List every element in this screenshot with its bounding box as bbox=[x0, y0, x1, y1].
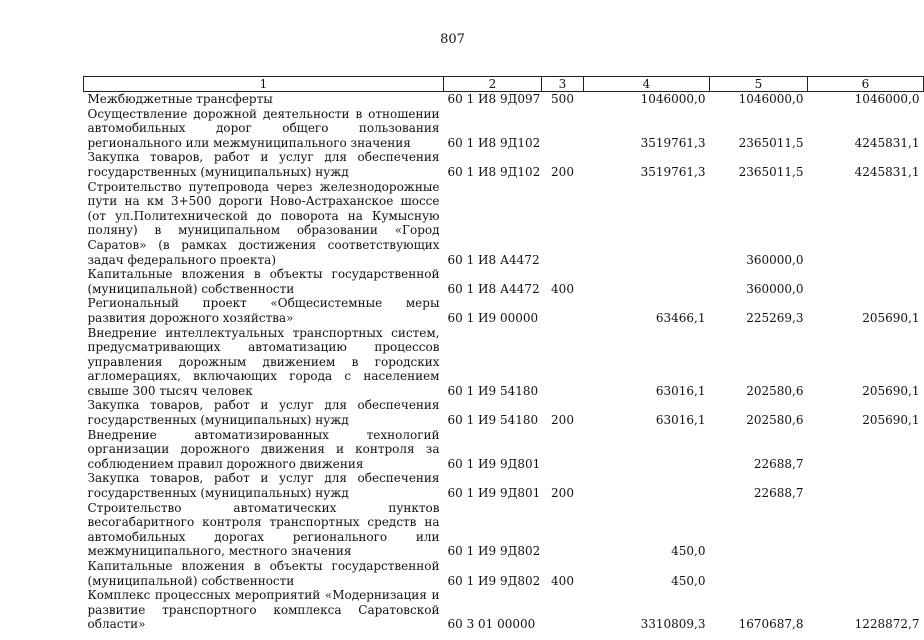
row-year-2: 22688,7 bbox=[753, 456, 804, 471]
row-year-2 bbox=[710, 559, 808, 588]
row-vr bbox=[542, 428, 584, 472]
table-row bbox=[84, 267, 924, 296]
row-year-3 bbox=[808, 180, 924, 268]
row-year-2: 22688,7 bbox=[753, 486, 804, 501]
row-year-1: 3519761,3 bbox=[640, 164, 706, 179]
row-code: 60 1 И9 54180 bbox=[447, 413, 539, 428]
row-vr bbox=[542, 501, 584, 559]
header-row bbox=[84, 77, 924, 92]
header-col-2: 2 bbox=[444, 77, 542, 92]
row-code: 60 3 01 00000 bbox=[447, 617, 536, 632]
table-row bbox=[84, 180, 924, 268]
row-code: 60 1 И9 54180 bbox=[447, 383, 539, 398]
row-year-3: 1228872,7 bbox=[854, 617, 920, 632]
page-number: 807 bbox=[440, 32, 465, 47]
row-year-3 bbox=[808, 428, 924, 472]
row-year-1: 450,0 bbox=[671, 544, 706, 559]
row-code: 60 1 И9 9Д801 bbox=[447, 456, 541, 471]
row-year-3 bbox=[808, 267, 924, 296]
table-row bbox=[84, 92, 924, 107]
table-row bbox=[84, 107, 924, 151]
row-code: 60 1 И9 9Д802 bbox=[447, 573, 541, 588]
table-row bbox=[84, 398, 924, 427]
row-name: Осуществление дорожной деятельности в отношении автомобильных дорог общего пользования регионального или межмуниципального значения bbox=[87, 106, 440, 150]
row-vr: 400 bbox=[551, 573, 574, 588]
row-year-2 bbox=[710, 501, 808, 559]
row-year-2: 202580,6 bbox=[746, 413, 804, 428]
row-year-2: 1670687,8 bbox=[738, 617, 804, 632]
row-code: 60 1 И8 А4472 bbox=[447, 281, 540, 296]
row-vr bbox=[542, 107, 584, 151]
row-year-2: 225269,3 bbox=[746, 310, 804, 325]
row-year-1: 450,0 bbox=[671, 573, 706, 588]
row-year-3: 4245831,1 bbox=[854, 135, 920, 150]
row-year-2: 1046000,0 bbox=[738, 92, 804, 106]
row-vr: 500 bbox=[551, 92, 574, 106]
row-year-3: 205690,1 bbox=[862, 413, 920, 428]
row-year-3 bbox=[808, 501, 924, 559]
header-col-6: 6 bbox=[808, 77, 924, 92]
row-vr: 400 bbox=[551, 281, 574, 296]
row-name: Строительство автоматических пунктов весогабаритного контроля транспортных средств на автомобильных дорогах регионального или межмуниципального, местного значения bbox=[87, 500, 440, 559]
row-vr bbox=[542, 296, 584, 325]
table-row bbox=[84, 559, 924, 588]
row-year-1 bbox=[584, 180, 710, 268]
row-name: Региональный проект «Общесистемные меры развития дорожного хозяйства» bbox=[87, 296, 440, 325]
row-year-1: 63466,1 bbox=[655, 310, 706, 325]
row-code: 60 1 И8 9Д102 bbox=[447, 164, 541, 179]
row-code: 60 1 И9 9Д801 bbox=[447, 486, 541, 501]
row-year-1: 3310809,3 bbox=[640, 617, 706, 632]
row-vr bbox=[542, 326, 584, 399]
header-col-5: 5 bbox=[710, 77, 808, 92]
table-row bbox=[84, 588, 924, 632]
row-year-3 bbox=[808, 471, 924, 500]
row-year-1: 3519761,3 bbox=[640, 135, 706, 150]
row-year-3: 4245831,1 bbox=[854, 164, 920, 179]
row-year-2: 360000,0 bbox=[746, 252, 804, 267]
row-year-3 bbox=[808, 559, 924, 588]
header-col-1: 1 bbox=[84, 77, 444, 92]
row-name: Внедрение интеллектуальных транспортных систем, предусматривающих автоматизацию процессов управления дорожным движением в городских агломерациях, включающих города с населением свыше 300 тысяч человек bbox=[87, 325, 440, 398]
header-col-4: 4 bbox=[584, 77, 710, 92]
row-year-2: 2365011,5 bbox=[738, 164, 804, 179]
row-vr bbox=[542, 588, 584, 632]
row-name: Внедрение автоматизированных технологий организации дорожного движения и контроля за соблюдением правил дорожного движения bbox=[87, 427, 440, 471]
row-year-1: 63016,1 bbox=[655, 383, 706, 398]
row-year-1 bbox=[584, 267, 710, 296]
row-year-3: 1046000,0 bbox=[854, 92, 920, 106]
row-name: Межбюджетные трансферты bbox=[87, 92, 273, 106]
row-name: Комплекс процессных мероприятий «Модернизация и развитие транспортного комплекса Саратовской области» bbox=[87, 588, 440, 632]
row-name: Закупка товаров, работ и услуг для обеспечения государственных (муниципальных) нужд bbox=[87, 150, 440, 179]
row-year-2: 2365011,5 bbox=[738, 135, 804, 150]
row-year-3: 205690,1 bbox=[862, 310, 920, 325]
table-row bbox=[84, 296, 924, 325]
table-row bbox=[84, 501, 924, 559]
row-vr: 200 bbox=[551, 164, 574, 179]
row-year-3: 205690,1 bbox=[862, 383, 920, 398]
row-year-1: 1046000,0 bbox=[640, 92, 706, 106]
row-name: Закупка товаров, работ и услуг для обеспечения государственных (муниципальных) нужд bbox=[87, 471, 440, 501]
table-row bbox=[84, 326, 924, 399]
row-code: 60 1 И9 00000 bbox=[447, 310, 539, 325]
row-vr bbox=[542, 180, 584, 268]
row-code: 60 1 И8 9Д102 bbox=[447, 135, 541, 150]
row-year-1 bbox=[584, 428, 710, 472]
header-col-3: 3 bbox=[542, 77, 584, 92]
row-vr: 200 bbox=[551, 413, 574, 428]
table-row bbox=[84, 471, 924, 500]
row-code: 60 1 И9 9Д802 bbox=[447, 544, 541, 559]
row-name: Капитальные вложения в объекты государственной (муниципальной) собственности bbox=[87, 267, 440, 296]
row-year-2: 202580,6 bbox=[746, 383, 804, 398]
row-code: 60 1 И8 А4472 bbox=[447, 252, 540, 267]
budget-table bbox=[83, 76, 924, 632]
row-name: Капитальные вложения в объекты государственной (муниципальной) собственности bbox=[87, 559, 440, 588]
row-year-2: 360000,0 bbox=[746, 281, 804, 296]
row-name: Закупка товаров, работ и услуг для обеспечения государственных (муниципальных) нужд bbox=[87, 398, 440, 428]
row-year-1: 63016,1 bbox=[655, 413, 706, 428]
row-name: Строительство путепровода через железнодорожные пути на км 3+500 дороги Ново-Астраханское шоссе (от ул.Политехнической до поворота на Кумысную поляну) в муниципальном образовании «Город Саратов» (в рамках достижения соответствующих задач федерального проекта) bbox=[87, 179, 440, 267]
table-row bbox=[84, 150, 924, 179]
row-vr: 200 bbox=[551, 486, 574, 501]
table-row bbox=[84, 428, 924, 472]
row-year-1 bbox=[584, 471, 710, 500]
row-code: 60 1 И8 9Д097 bbox=[447, 92, 541, 106]
